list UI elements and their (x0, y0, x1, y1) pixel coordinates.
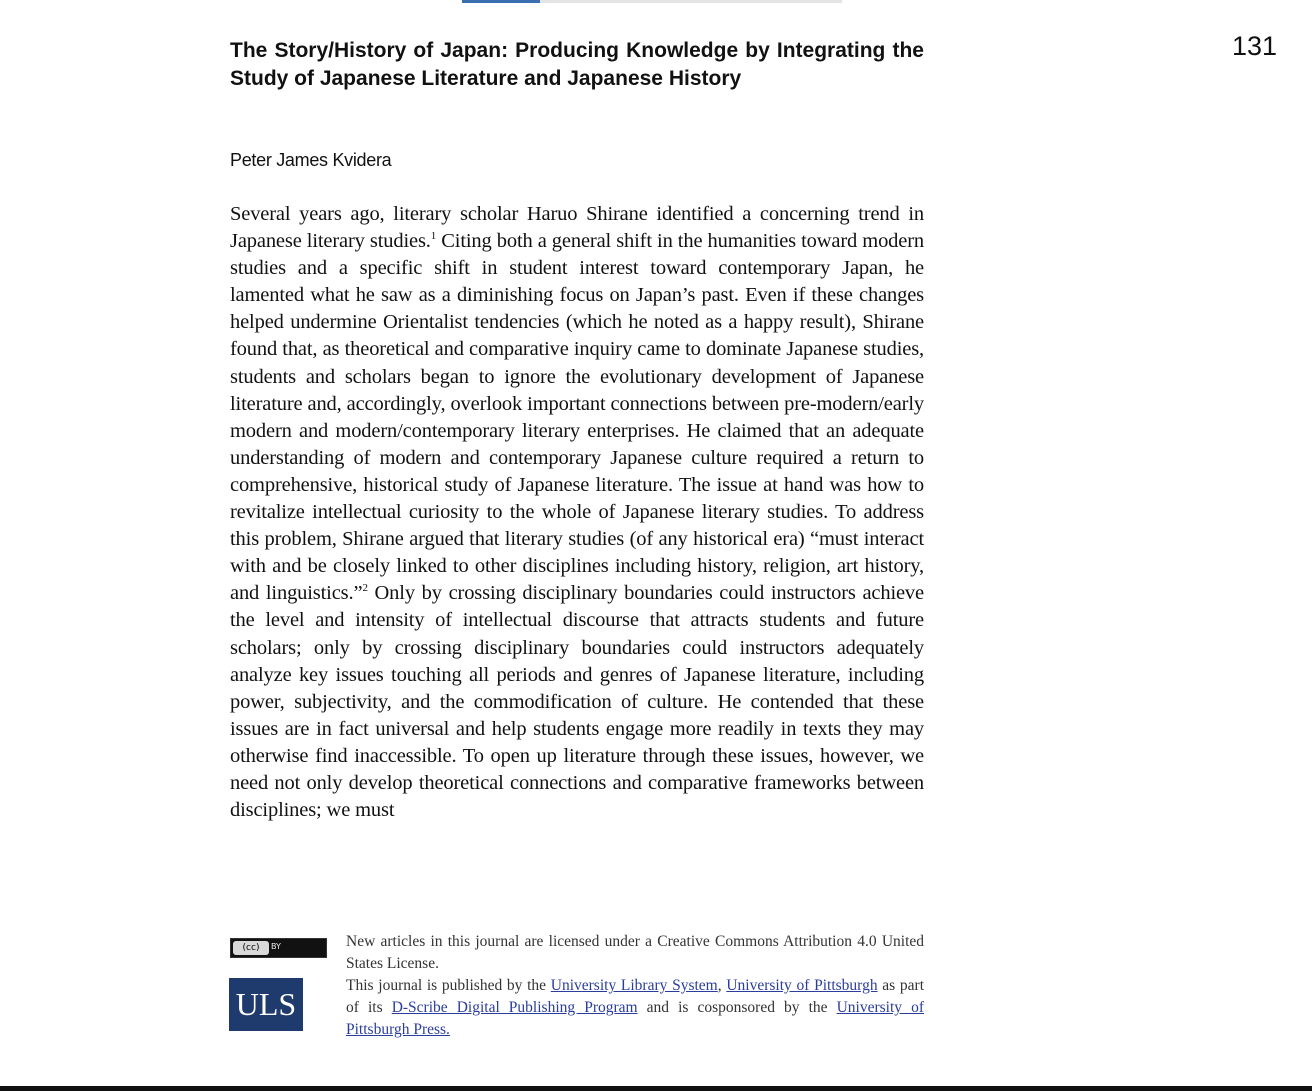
article-title: The Story/History of Japan: Producing Knowledge by Integrating the Study of Japanese Literature and Japanese History (230, 39, 924, 90)
bottom-divider (0, 1086, 1312, 1091)
footnote-ref-1[interactable]: 1 (430, 230, 437, 243)
creative-commons-badge[interactable] (230, 938, 327, 958)
license-line: New articles in this journal are licensed under a Creative Commons Attribution 4.0 United States License. (346, 933, 924, 972)
d-scribe-program-link[interactable]: D-Scribe Digital Publishing Program (391, 999, 638, 1016)
page-number: 131 (1232, 31, 1278, 61)
published-prefix: This journal is published by the (346, 977, 551, 994)
author-name: Peter James Kvidera (230, 150, 392, 170)
body-text-part-1: Several years ago, literary scholar Haruo Shirane identified a concerning trend in Japanese literary studies. (230, 203, 924, 253)
scroll-indicator-thumb (462, 0, 540, 3)
license-notice (346, 931, 924, 1041)
university-library-system-link[interactable]: University Library System (550, 977, 718, 994)
top-scroll-indicator (462, 0, 842, 3)
publisher-line (346, 975, 924, 1041)
cosponsored-text: and is cosponsored by the (637, 999, 837, 1016)
university-of-pittsburgh-link[interactable]: University of Pittsburgh (726, 977, 878, 994)
pittsburgh-press-link[interactable]: University of Pittsburgh Press. (346, 999, 925, 1038)
body-text-part-2: Citing both a general shift in the humanities toward modern studies and a specific shift in student interest toward contemporary Japan, he lamented what he saw as a diminishing focus on Japan’s past. Even if these changes helped undermine Orientalist tendencies (which he noted as a happy result), Shirane found that, as theoretical and comparative inquiry came to dominate Japanese studies, students and scholars began to ignore the evolutionary development of Japanese literature and, accordingly, overlook important connections between pre-modern/early modern and modern/contemporary literary enterprises. He claimed that an adequate understanding of modern and contemporary Japanese culture required a return to comprehensive, historical study of Japanese literature. The issue at hand was how to revitalize intellectual curiosity to the whole of Japanese literary studies. To address this problem, Shirane argued that literary studies (of any historical era) “must interact with and be closely linked to other disciplines including history, religion, art history, and linguistics.” (230, 230, 924, 605)
article-body (230, 201, 924, 824)
cc-by-icon: BY (271, 942, 281, 951)
body-text-part-3: Only by crossing disciplinary boundaries could instructors achieve the level and intensity of intellectual discourse that attracts students and future scholars; only by crossing disciplinary boundaries could instructors adequately analyze key issues touching all periods and genres of Japanese literature, including power, subjectivity, and the commodification of culture. He contended that these issues are in fact universal and help students engage more readily in texts they may otherwise find inaccessible. To open up literature through these issues, however, we need not only develop theoretical connections and comparative frameworks between disciplines; we must (230, 582, 924, 822)
separator: , (717, 977, 727, 994)
cc-icon: (cc) (233, 941, 269, 955)
uls-logo: ULS (229, 978, 303, 1031)
footnote-ref-2[interactable]: 2 (362, 582, 368, 595)
part-of-text: as part of its (346, 977, 925, 1016)
